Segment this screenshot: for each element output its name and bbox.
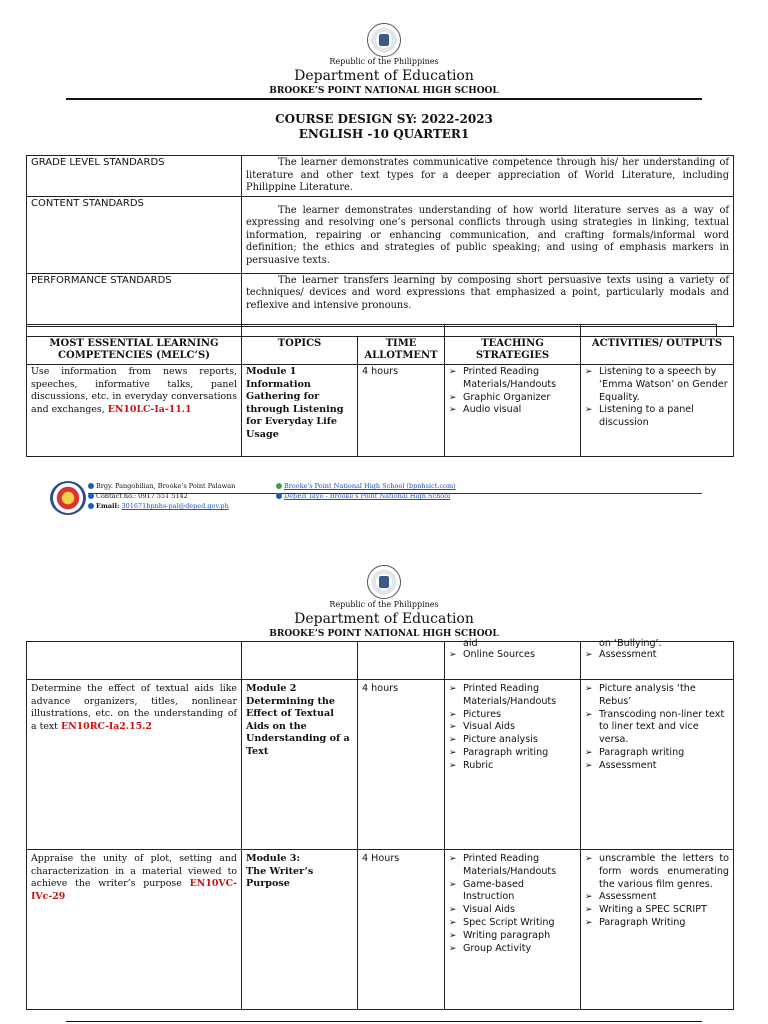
melc-cell: Determine the effect of textual aids like advance organizers, titles, nonlinear illustrations, etc. on the understanding of a text EN10RC-Ia2.15.2	[27, 680, 242, 850]
melc-code: EN10LC-Ia-11.1	[107, 403, 192, 415]
phone-icon	[88, 493, 94, 499]
list-item: ➢ Printed Reading Materials/Handouts	[449, 853, 576, 879]
list-item: ➢ Printed Reading Materials/Handouts	[449, 366, 576, 392]
table-row	[27, 850, 734, 1010]
list-item: ➢ Visual Aids	[449, 721, 576, 734]
list-item: ➢ Paragraph Writing	[585, 917, 729, 930]
time-cell: 4 hours	[358, 365, 445, 457]
list-item: ➢ Listening to a speech by ‘Emma Watson’ on Gender Equality.	[585, 366, 729, 404]
strategies-header: TEACHING STRATEGIES	[445, 337, 581, 365]
table-row: aid ➢ Online Sources on ‘Bullying’. ➢ Assessment	[27, 642, 734, 680]
list-item: ➢ Spec Script Writing	[449, 917, 576, 930]
email-line: Email: 301671bpnhs-pal@deped.gov.ph	[88, 502, 229, 510]
website-line	[276, 482, 456, 490]
topic-cell: Module 1 Information Gathering for through Listening for Everyday Life Usage	[242, 365, 358, 457]
web-icon	[276, 483, 282, 489]
list-item: ➢ Assessment	[585, 760, 729, 773]
melc-code: EN10RC-Ia2.15.2	[60, 720, 152, 732]
school-logo	[50, 481, 86, 515]
table-row	[27, 680, 734, 850]
department-title: Department of Education	[294, 68, 474, 84]
strategies-cell	[445, 680, 581, 850]
table-row	[27, 365, 734, 457]
performance-standards-text: The learner transfers learning by composing short persuasive texts using a variety of techniques/ devices and word expressions that emphasized a point, particularly modals and reflexive and intensive pronouns.	[242, 273, 734, 326]
email-icon	[88, 503, 94, 509]
facebook-line	[276, 492, 450, 500]
school-name: BROOKE’S POINT NATIONAL HIGH SCHOOL	[269, 629, 499, 639]
activities-header: ACTIVITIES/ OUTPUTS	[581, 337, 734, 365]
list-item: ➢ Group Activity	[449, 943, 576, 956]
list-item: ➢ Writing a SPEC SCRIPT	[585, 904, 729, 917]
facebook-icon	[276, 493, 282, 499]
melc-header: MOST ESSENTIAL LEARNING COMPETENCIES (MELC’S)	[27, 337, 242, 365]
list-item: ➢ Paragraph writing	[585, 747, 729, 760]
competencies-table	[26, 324, 734, 457]
department-title: Department of Education	[294, 611, 474, 627]
time-cell: 4 Hours	[358, 850, 445, 1010]
performance-standards-label: PERFORMANCE STANDARDS	[27, 273, 242, 326]
competencies-table-continued	[26, 638, 734, 1010]
standards-table	[26, 155, 734, 327]
strategies-cell	[445, 365, 581, 457]
melc-code: EN10VC-IVc-29	[31, 878, 237, 902]
list-item: ➢ Pictures	[449, 709, 576, 722]
list-item: ➢ Visual Aids	[449, 904, 576, 917]
list-item: ➢ Writing paragraph	[449, 930, 576, 943]
list-item: ➢ Graphic Organizer	[449, 392, 576, 405]
strategies-cell	[445, 850, 581, 1010]
time-header: TIME ALLOTMENT	[358, 337, 445, 365]
republic-line: Republic of the Philippines	[329, 57, 439, 66]
list-item: ➢ Assessment	[585, 891, 729, 904]
deped-seal-icon	[367, 23, 401, 57]
melc-cell: Use information from news reports, speeches, informative talks, panel discussions, etc. in everyday conversations and exchanges, EN10LC-Ia-11.1	[27, 365, 242, 457]
list-item: ➢ unscramble the letters to form words enumerating the various film genres.	[585, 853, 729, 891]
facebook-link[interactable]: DepEd Tayo - Brooke's Point National High School	[284, 492, 451, 500]
content-standards-label: CONTENT STANDARDS	[27, 196, 242, 273]
activities-cell	[581, 365, 734, 457]
list-item: ➢ Picture analysis	[449, 734, 576, 747]
activities-cell	[581, 850, 734, 1010]
time-cell: 4 hours	[358, 680, 445, 850]
topic-cell: Module 2 Determining the Effect of Textual Aids on the Understanding of a Text	[242, 680, 358, 850]
republic-line: Republic of the Philippines	[329, 600, 439, 609]
list-item: ➢ Printed Reading Materials/Handouts	[449, 683, 576, 709]
bottom-divider	[66, 1021, 702, 1022]
list-item: ➢ Transcoding non-liner text to liner text and vice versa.	[585, 709, 729, 747]
list-item: ➢ Rubric	[449, 760, 576, 773]
melc-cell: Appraise the unity of plot, setting and characterization in a material viewed to achieve the writer’s purpose EN10VC-IVc-29	[27, 850, 242, 1010]
content-standards-text: The learner demonstrates understanding of how world literature serves as a way of expressing and resolving one’s personal conflicts through using strategies in linking, textual information, repairing or enhancing communication, and crafting formals/informal word definition; the ethics and strategies of public speaking; and using of emphasis markers in persuasive texts.	[242, 196, 734, 273]
topics-header: TOPICS	[242, 337, 358, 365]
website-link[interactable]: Brooke's Point National High School (bpnhsict.com)	[284, 482, 456, 490]
activities-cell	[581, 680, 734, 850]
location-icon	[88, 483, 94, 489]
contact-line: Contact no.: 0917 551 5142	[88, 492, 188, 500]
deped-seal-icon	[367, 565, 401, 599]
list-item: ➢ Listening to a panel discussion	[585, 404, 729, 430]
course-subject-title: ENGLISH -10 QUARTER1	[298, 127, 470, 141]
list-item: ➢ Paragraph writing	[449, 747, 576, 760]
list-item: ➢ Online Sources	[449, 649, 576, 662]
course-design-title: COURSE DESIGN SY: 2022-2023	[275, 112, 493, 126]
grade-level-standards-text: The learner demonstrates communicative competence through his/ her understanding of literature and other text types for a deeper appreciation of World Literature, including Philippine Literature.	[242, 156, 734, 197]
list-item: ➢ Picture analysis ‘the Rebus’	[585, 683, 729, 709]
topic-cell: Module 3: The Writer’s Purpose	[242, 850, 358, 1010]
list-item: ➢ Game-based Instruction	[449, 879, 576, 905]
header-divider	[66, 98, 702, 100]
email-link[interactable]: 301671bpnhs-pal@deped.gov.ph	[121, 502, 229, 510]
list-item: ➢ Audio visual	[449, 404, 576, 417]
address-line: Brgy. Pangobilian, Brooke’s Point Palawan	[88, 482, 235, 490]
grade-level-standards-label: GRADE LEVEL STANDARDS	[27, 156, 242, 197]
list-item: ➢ Assessment	[585, 649, 729, 662]
school-name: BROOKE’S POINT NATIONAL HIGH SCHOOL	[269, 86, 499, 96]
